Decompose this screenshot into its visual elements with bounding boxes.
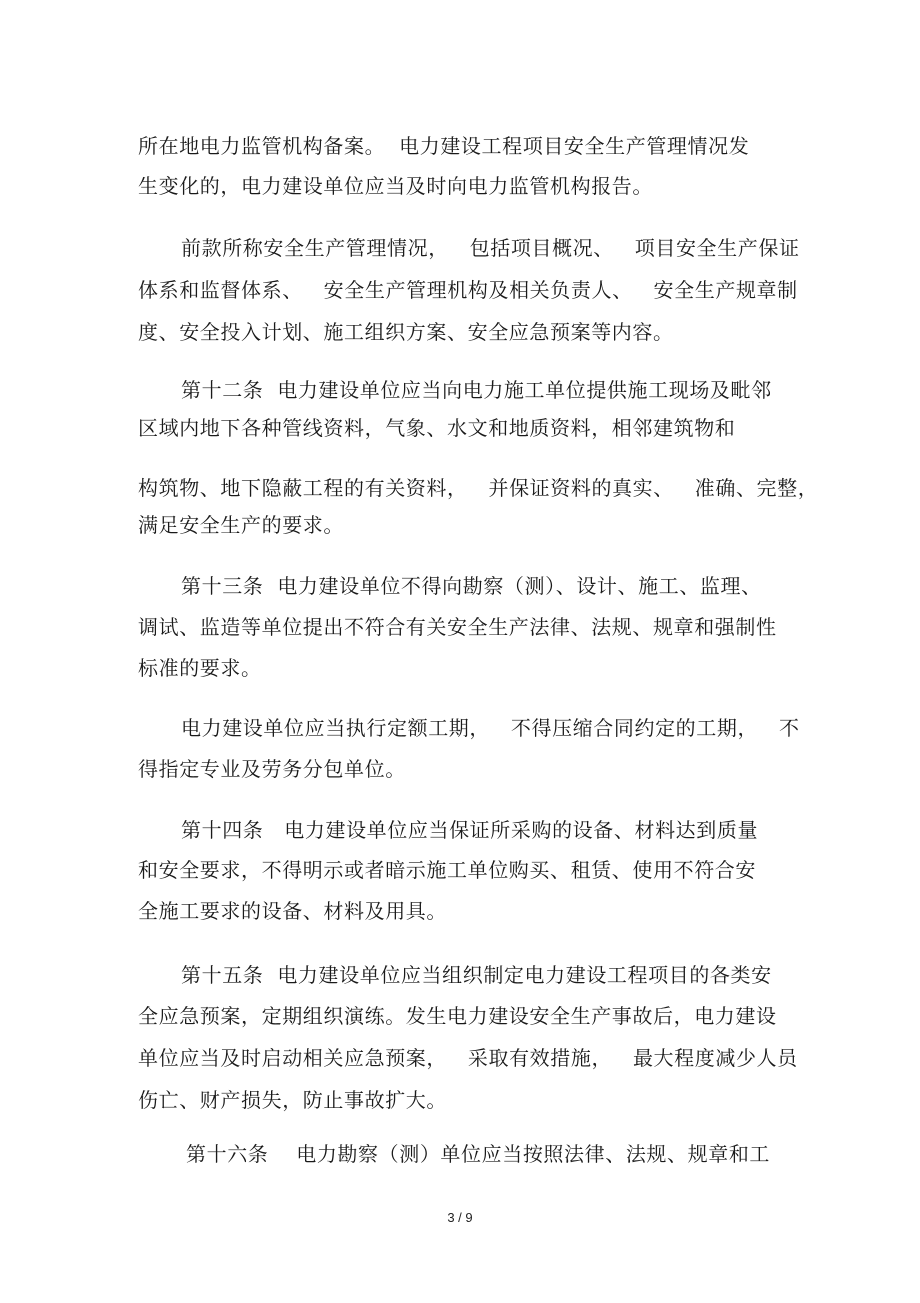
text-line: 得指定专业及劳务分包单位。: [138, 757, 406, 781]
text-line: 第十四条 电力建设单位应当保证所采购的设备、材料达到质量: [181, 818, 759, 842]
text-line: 满足安全生产的要求。: [138, 513, 344, 537]
text-line: 调试、监造等单位提出不符合有关安全生产法律、法规、规章和强制性: [138, 615, 777, 639]
page-number: 3 / 9: [447, 1210, 473, 1225]
text-line: 电力建设单位应当执行定额工期， 不得压缩合同约定的工期， 不: [181, 716, 800, 740]
text-line: 第十三条 电力建设单位不得向勘察（测）、设计、施工、监理、: [181, 574, 762, 598]
text-line: 体系和监督体系、 安全生产管理机构及相关负责人、 安全生产规章制: [138, 278, 798, 302]
text-line: 所在地电力监管机构备案。 电力建设工程项目安全生产管理情况发: [138, 134, 750, 158]
text-line: 第十六条 电力勘察（测）单位应当按照法律、法规、规章和工: [186, 1142, 771, 1166]
text-line: 区域内地下各种管线资料，气象、水文和地质资料，相邻建筑物和: [138, 416, 736, 440]
text-line: 第十二条 电力建设单位应当向电力施工单位提供施工现场及毗邻: [181, 378, 772, 402]
text-line: 标准的要求。: [138, 656, 262, 680]
text-line: 第十五条 电力建设单位应当组织制定电力建设工程项目的各类安: [181, 963, 772, 987]
text-line: 全施工要求的设备、材料及用具。: [138, 899, 447, 923]
text-line: 前款所称安全生产管理情况， 包括项目概况、 项目安全生产保证: [181, 236, 800, 260]
text-line: 和安全要求，不得明示或者暗示施工单位购买、租赁、使用不符合安: [138, 858, 756, 882]
text-line: 伤亡、财产损失，防止事故扩大。: [138, 1088, 447, 1112]
text-line: 度、安全投入计划、施工组织方案、安全应急预案等内容。: [138, 320, 674, 344]
text-line: 单位应当及时启动相关应急预案， 采取有效措施， 最大程度减少人员: [138, 1046, 798, 1070]
text-line: 生变化的，电力建设单位应当及时向电力监管机构报告。: [138, 174, 653, 198]
text-line: 全应急预案，定期组织演练。发生电力建设安全生产事故后，电力建设: [138, 1004, 777, 1028]
text-line: 构筑物、地下隐蔽工程的有关资料， 并保证资料的真实、 准确、完整，: [138, 476, 819, 500]
